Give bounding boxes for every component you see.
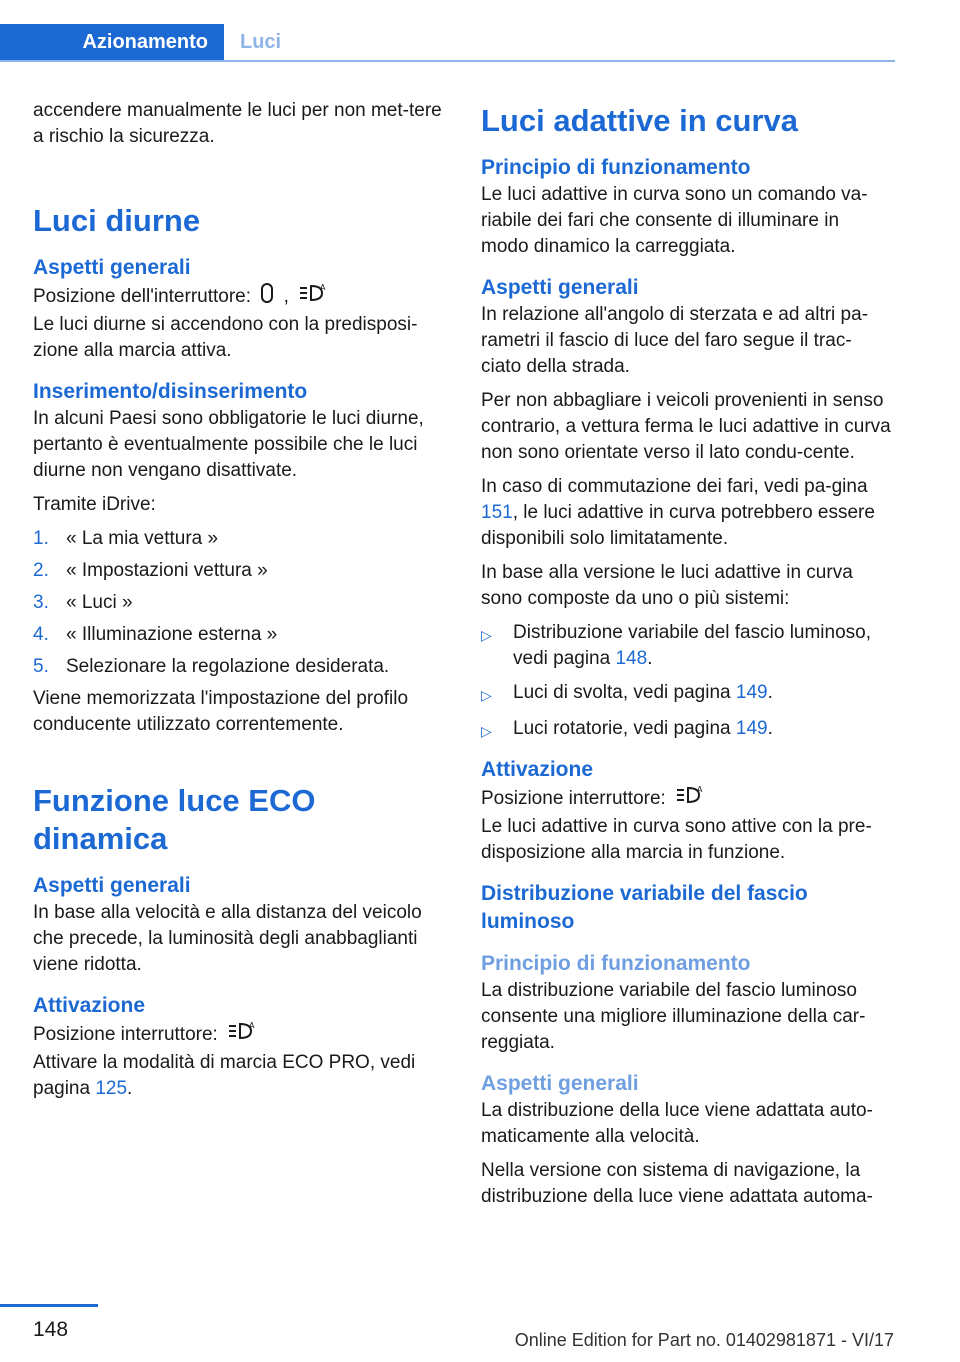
variable-principle-text: La distribuzione variabile del fascio luminoso consente una migliore illuminazione della car-reggiata.: [481, 980, 866, 1053]
general-text-3: In caso di commutazione dei fari, vedi pa-gina 151, le luci adattive in curva potrebbero essere disponibili solo limitatamente.: [481, 476, 875, 549]
daytime-switch-position: Posizione dell'interruttore: , A: [33, 282, 443, 312]
variable-general-text-2: Nella versione con sistema di navigazione, la distribuzione della luce viene adattata automa-: [481, 1160, 873, 1207]
list-item: 5. Selezionare la regolazione desiderata.: [33, 656, 390, 677]
page-header: [0, 0, 895, 62]
idrive-label: Tramite iDrive:: [33, 494, 156, 515]
list-item: 2. « Impostazioni vettura »: [33, 560, 268, 581]
systems-list: [481, 620, 891, 744]
section-tab: Azionamento: [0, 24, 224, 61]
eco-heading: Funzione luce ECO dinamica: [33, 783, 316, 856]
list-item: 1. « La mia vettura »: [33, 528, 219, 549]
eco-activation-text: Attivare la modalità di marcia ECO PRO, vedi pagina 125.: [33, 1052, 416, 1099]
intro-text: accendere manualmente le luci per non met-tere a rischio la sicurezza.: [33, 100, 442, 147]
principle-text: Le luci adattive in curva sono un comando va-riabile dei fari che consente di illuminare in modo dinamico la carreggiata.: [481, 184, 868, 257]
memory-text: Viene memorizzata l'impostazione del profilo conducente utilizzato correntemente.: [33, 688, 409, 735]
auto-headlight-icon: [298, 282, 328, 312]
activation-heading: Attivazione: [481, 758, 594, 781]
daytime-toggle-text: In alcuni Paesi sono obbligatorie le luci diurne, pertanto è eventualmente possibile che le luci diurne non vengano disattivate.: [33, 408, 424, 481]
page-link[interactable]: 149: [735, 682, 768, 703]
list-item: ▷ Luci rotatorie, vedi pagina 149.: [481, 716, 891, 744]
list-item: ▷ Distribuzione variabile del fascio luminoso, vedi pagina 148.: [481, 620, 891, 672]
page-number: 148: [33, 1318, 69, 1341]
edition-footer: Online Edition for Part no. 01402981871 - VI/17: [514, 1330, 894, 1350]
auto-headlight-icon: [227, 1020, 257, 1050]
variable-general-heading: Aspetti generali: [481, 1072, 639, 1095]
right-column: [481, 102, 891, 1210]
svg-text:A: A: [320, 283, 326, 292]
eco-switch-position: Posizione interruttore: A: [33, 1020, 443, 1050]
triangle-bullet-icon: ▷: [481, 723, 492, 739]
general-text-2: Per non abbagliare i veicoli provenienti in senso contrario, a vettura ferma le luci adattive in curva non sono orientate verso il lato condu-cente.: [481, 390, 891, 463]
daytime-general-heading: Aspetti generali: [33, 256, 191, 279]
triangle-bullet-icon: ▷: [481, 687, 492, 703]
switch-off-icon: [260, 282, 274, 312]
general-heading: Aspetti generali: [481, 276, 639, 299]
daytime-general-text: Le luci diurne si accendono con la predisposi-zione alla marcia attiva.: [33, 314, 418, 361]
eco-general-text: In base alla velocità e alla distanza del veicolo che precede, la luminosità degli anabbaglianti viene ridotta.: [33, 902, 422, 975]
page-link[interactable]: 151: [481, 502, 513, 523]
eco-activation-heading: Attivazione: [33, 994, 146, 1017]
left-column: [33, 98, 443, 1102]
page-link[interactable]: 125: [95, 1078, 128, 1099]
adaptive-lights-heading: Luci adattive in curva: [481, 103, 798, 138]
general-text-4: In base alla versione le luci adattive in curva sono composte da uno o più sistemi:: [481, 562, 853, 609]
svg-text:A: A: [697, 785, 703, 794]
activation-switch-position: Posizione interruttore: A: [481, 784, 891, 814]
list-item: 3. « Luci »: [33, 592, 133, 613]
activation-text: Le luci adattive in curva sono attive con la pre-disposizione alla marcia in funzione.: [481, 816, 872, 863]
variable-principle-heading: Principio di funzionamento: [481, 952, 751, 975]
header-divider: [0, 60, 895, 62]
page-link[interactable]: 149: [735, 718, 768, 739]
general-text-1: In relazione all'angolo di sterzata e ad altri pa-rametri il fascio di luce del faro segue il trac-ciato della strada.: [481, 304, 869, 377]
page-link[interactable]: 148: [615, 648, 648, 669]
daytime-toggle-heading: Inserimento/disinserimento: [33, 380, 308, 403]
list-item: ▷ Luci di svolta, vedi pagina 149.: [481, 680, 891, 708]
variable-general-text-1: La distribuzione della luce viene adattata auto-maticamente alla velocità.: [481, 1100, 873, 1147]
idrive-steps: [33, 526, 443, 680]
subsection-tab: Luci: [240, 31, 282, 53]
svg-text:A: A: [249, 1021, 255, 1030]
auto-headlight-icon: [675, 784, 705, 814]
footer-divider: [0, 1304, 98, 1307]
eco-general-heading: Aspetti generali: [33, 874, 191, 897]
variable-distribution-heading: Distribuzione variabile del fascio luminoso: [481, 882, 808, 933]
principle-heading: Principio di funzionamento: [481, 156, 751, 179]
triangle-bullet-icon: ▷: [481, 627, 492, 643]
daytime-lights-heading: Luci diurne: [33, 203, 201, 238]
list-item: 4. « Illuminazione esterna »: [33, 624, 278, 645]
